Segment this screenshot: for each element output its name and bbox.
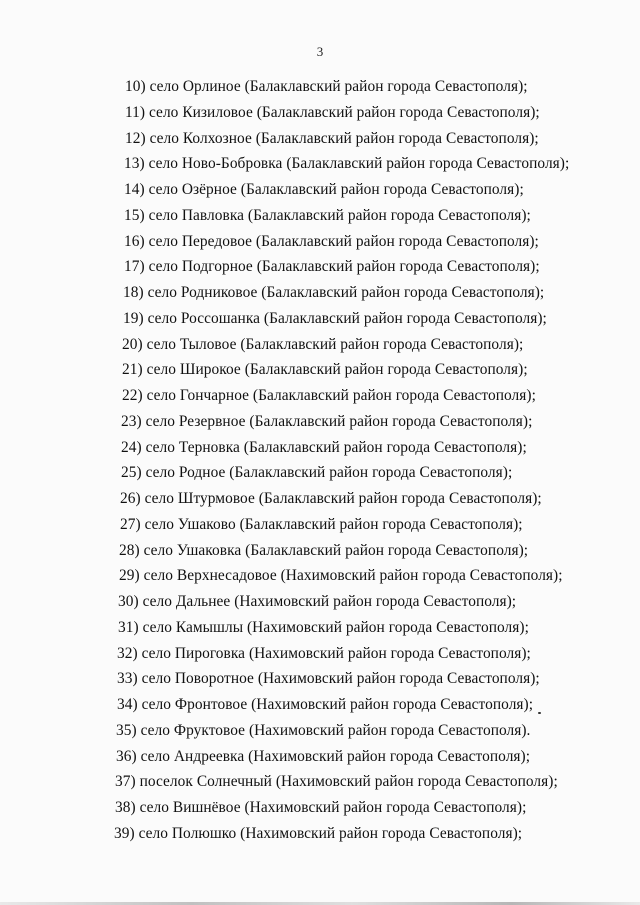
list-item: 37) поселок Солнечный (Нахимовский район города Севастополя); bbox=[115, 773, 558, 791]
list-item: 15) село Павловка (Балаклавский район города Севастополя); bbox=[124, 206, 531, 224]
list-item: 36) село Андреевка (Нахимовский район города Севастополя); bbox=[116, 747, 531, 765]
list-item: 38) село Вишнёвое (Нахимовский район города Севастополя); bbox=[115, 799, 527, 816]
list-item: 21) село Широкое (Балаклавский район города Севастополя); bbox=[122, 361, 528, 379]
list-item: 35) село Фруктовое (Нахимовский район города Севастополя). bbox=[116, 721, 531, 739]
list-item: 12) село Колхозное (Балаклавский район города Севастополя); bbox=[125, 129, 539, 147]
list-item: 25) село Родное (Балаклавский район города Севастополя); bbox=[121, 464, 513, 482]
list-item: 30) село Дальнее (Нахимовский район города Севастополя); bbox=[118, 593, 517, 610]
list-item: 18) село Родниковое (Балаклавский район города Севастополя); bbox=[123, 284, 545, 301]
list-item: 10) село Орлиное (Балаклавский район города Севастополя); bbox=[125, 78, 528, 95]
list-item: 29) село Верхнесадовое (Нахимовский район города Севастополя); bbox=[119, 567, 563, 585]
list-item: 22) село Гончарное (Балаклавский район города Севастополя); bbox=[122, 387, 536, 404]
list-item: 23) село Резервное (Балаклавский район города Севастополя); bbox=[121, 412, 533, 430]
list-item: 28) село Ушаковка (Балаклавский район города Севастополя); bbox=[119, 541, 529, 559]
scan-speck bbox=[538, 712, 541, 714]
list-item: 27) село Ушаково (Балаклавский район города Севастополя); bbox=[120, 515, 523, 533]
list-item: 34) село Фронтовое (Нахимовский район города Севастополя); bbox=[117, 696, 534, 713]
list-item: 31) село Камышлы (Нахимовский район города Севастополя); bbox=[118, 618, 529, 636]
list-item: 13) село Ново-Бобровка (Балаклавский район города Севастополя); bbox=[124, 155, 570, 173]
list-item: 39) село Полюшко (Нахимовский район города Севастополя); bbox=[114, 824, 523, 842]
list-item: 11) село Кизиловое (Балаклавский район города Севастополя); bbox=[125, 103, 540, 121]
list-item: 24) село Терновка (Балаклавский район города Севастополя); bbox=[121, 438, 527, 456]
list-item: 14) село Озёрное (Балаклавский район города Севастополя); bbox=[124, 181, 524, 198]
list-item: 20) село Тыловое (Балаклавский район города Севастополя); bbox=[122, 335, 524, 353]
settlement-list bbox=[0, 74, 640, 847]
list-item: 19) село Россошанка (Балаклавский район города Севастополя); bbox=[123, 309, 547, 327]
list-item: 33) село Поворотное (Нахимовский район города Севастополя); bbox=[117, 670, 540, 688]
list-item: 17) село Подгорное (Балаклавский район города Севастополя); bbox=[124, 258, 540, 276]
page-number: 3 bbox=[316, 44, 324, 59]
list-item: 26) село Штурмовое (Балаклавский район города Севастополя); bbox=[120, 490, 542, 507]
list-item: 16) село Передовое (Балаклавский район города Севастополя); bbox=[124, 232, 539, 250]
list-item: 32) село Пироговка (Нахимовский район города Севастополя); bbox=[117, 644, 531, 662]
